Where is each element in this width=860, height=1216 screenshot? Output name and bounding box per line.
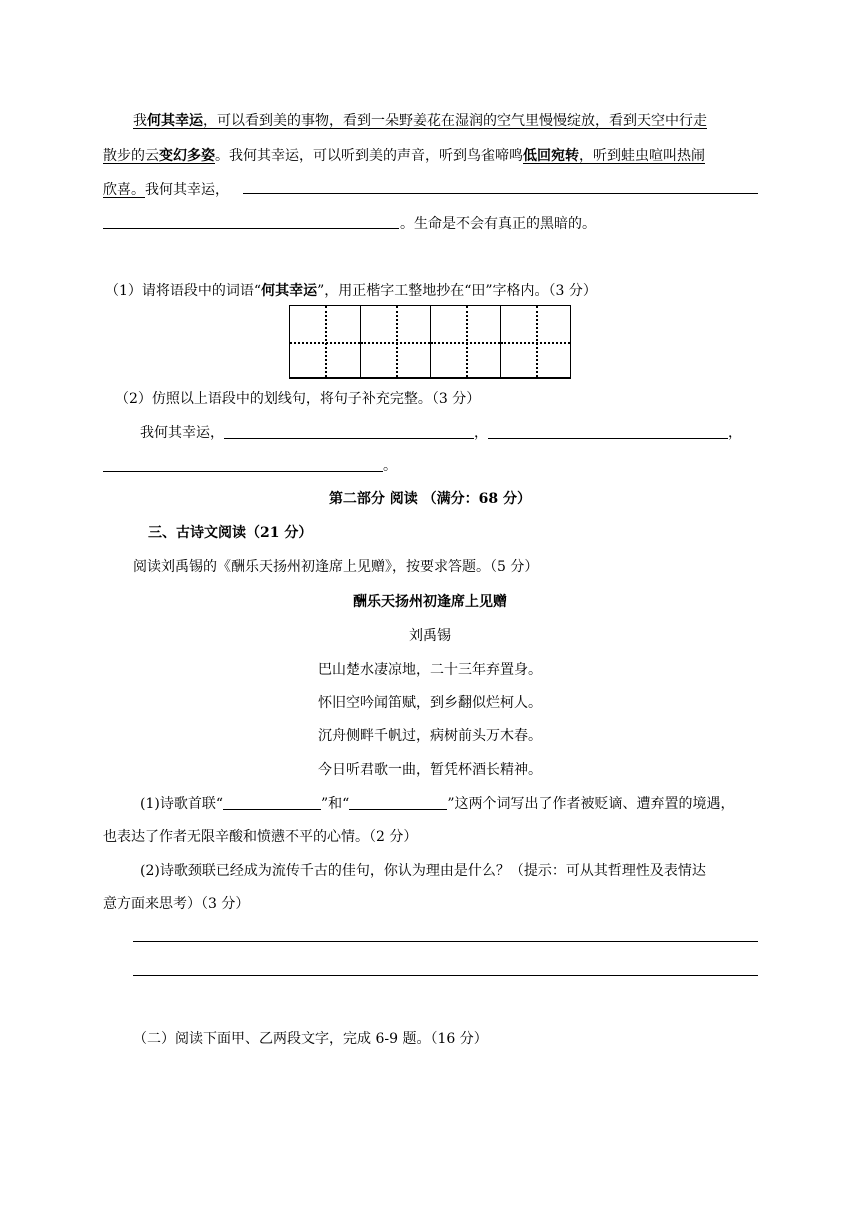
question-1-word: 何其幸运 xyxy=(261,283,318,299)
poem-question-2-cont: 意方面来思考）（3 分） xyxy=(103,896,250,912)
answer-line[interactable] xyxy=(133,941,758,942)
passage-text: ，听到蛙虫喧叫热闹 xyxy=(579,148,705,164)
passage-bold-word: 变幻多姿 xyxy=(159,148,215,164)
poem-question-1-cont: 也表达了作者无限辛酸和愤懑不平的心情。（2 分） xyxy=(103,829,418,845)
passage-bold-word: 何其幸运 xyxy=(147,113,203,129)
poem-author: 刘禹锡 xyxy=(409,628,451,644)
grid-row xyxy=(290,306,570,378)
poem-line: 怀旧空吟闻笛赋，到乡翻似烂柯人。 xyxy=(318,695,542,711)
fill-end: 。 xyxy=(383,458,397,474)
question-2-fill-line-2 xyxy=(103,455,397,475)
section-3-intro: 阅读刘禹锡的《酬乐天扬州初逢席上见赠》，按要求答题。（5 分） xyxy=(133,559,539,575)
passage-text: 我 xyxy=(133,113,147,129)
answer-blank[interactable] xyxy=(349,794,447,810)
answer-blank[interactable] xyxy=(103,456,383,472)
question-2: （2）仿照以上语段中的划线句，将句子补充完整。（3 分） xyxy=(115,391,481,407)
passage-text: 欣喜。 xyxy=(103,182,145,198)
part-2-heading: 第二部分 阅读 （满分：68 分） xyxy=(328,491,532,507)
poem-line: 今日听君歌一曲，暂凭杯酒长精神。 xyxy=(318,762,542,778)
answer-blank[interactable] xyxy=(224,423,474,439)
answer-blank[interactable] xyxy=(223,794,321,810)
question-1-suffix: ”，用正楷字工整地抄在“田”字格内。（3 分） xyxy=(317,283,597,299)
grid-cell[interactable] xyxy=(360,306,430,377)
answer-line[interactable] xyxy=(133,975,758,976)
poem-q1-text: ”这两个词写出了作者被贬谪、遭弃置的境遇， xyxy=(447,796,735,812)
tian-zi-grid[interactable] xyxy=(289,305,571,379)
fill-start: 我何其幸运， xyxy=(140,425,224,441)
passage-text: 散步的云 xyxy=(103,148,159,164)
grid-cell[interactable] xyxy=(290,306,360,377)
answer-blank[interactable] xyxy=(488,423,728,439)
answer-blank-line[interactable] xyxy=(243,193,758,194)
passage-text: 。我何其幸运，可以听到美的声音，听到鸟雀啼鸣 xyxy=(215,148,523,164)
passage-line-1 xyxy=(133,110,707,130)
poem-q1-text: (1)诗歌首联“ xyxy=(140,796,223,812)
question-2-fill-line xyxy=(140,422,742,442)
section-b-heading: （二）阅读下面甲、乙两段文字，完成 6-9 题。（16 分） xyxy=(133,1031,488,1047)
passage-text: 我何其幸运， xyxy=(145,182,229,198)
section-3-heading: 三、古诗文阅读（21 分） xyxy=(148,525,313,541)
grid-cell[interactable] xyxy=(430,306,500,377)
poem-question-2: (2)诗歌颈联已经成为流传千古的佳句，你认为理由是什么？（提示：可从其哲理性及表情达 xyxy=(140,863,706,879)
passage-line-3 xyxy=(103,179,229,199)
fill-comma: ， xyxy=(474,425,488,441)
poem-line: 沉舟侧畔千帆过，病树前头万木春。 xyxy=(318,728,542,744)
grid-cell[interactable] xyxy=(500,306,570,377)
passage-bold-word: 低回宛转 xyxy=(523,148,579,164)
poem-line: 巴山楚水凄凉地，二十三年弃置身。 xyxy=(318,662,542,678)
question-1 xyxy=(105,280,597,300)
passage-line-2 xyxy=(103,145,705,165)
poem-q1-text: ”和“ xyxy=(321,796,350,812)
poem-question-1 xyxy=(140,793,734,813)
passage-ending: 。生命是不会有真正的黑暗的。 xyxy=(400,216,596,232)
poem-title: 酬乐天扬州初逢席上见赠 xyxy=(353,594,507,610)
passage-text: ，可以看到美的事物，看到一朵野姜花在湿润的空气里慢慢绽放，看到天空中行走 xyxy=(203,113,707,129)
question-1-prefix: （1）请将语段中的词语“ xyxy=(105,283,262,299)
fill-comma: ， xyxy=(728,425,742,441)
answer-blank-line[interactable] xyxy=(103,228,399,229)
